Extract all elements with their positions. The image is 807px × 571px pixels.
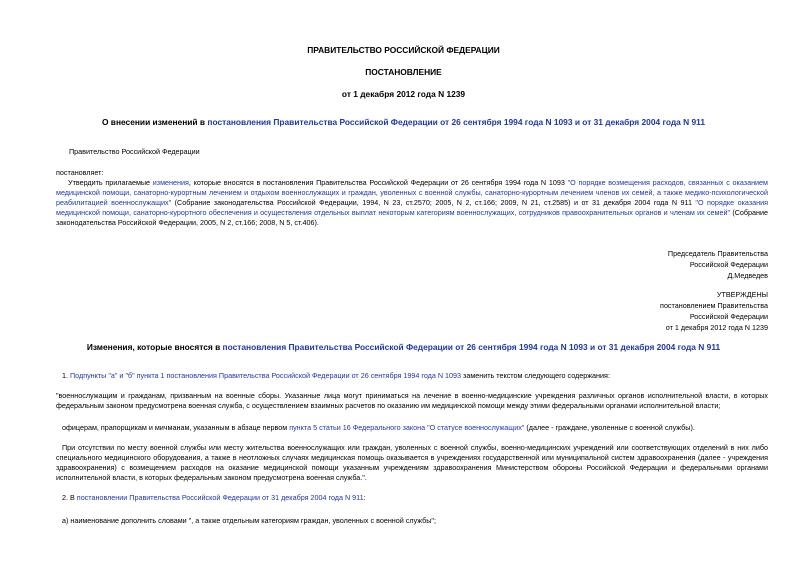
changes-link[interactable]: изменения	[152, 178, 189, 187]
signature-line-1: Председатель Правительства	[667, 249, 768, 258]
item-1-link[interactable]: Подпункты "а" и "б" пункта 1 постановления Правительства Российской Федерации от 26 сентября 1994 года N 1093	[70, 371, 462, 380]
government-heading: ПРАВИТЕЛЬСТВО РОССИЙСКОЙ ФЕДЕРАЦИИ	[307, 45, 500, 55]
decree-word: постановляет:	[56, 168, 104, 177]
document-type: ПОСТАНОВЛЕНИЕ	[365, 67, 442, 77]
title-prefix: О внесении изменений в	[101, 117, 208, 127]
document-title	[0, 117, 807, 127]
item-2-link[interactable]: постановлении Правительства Российской Федерации от 31 декабря 2004 года N 911	[76, 493, 364, 502]
quote-a: "военнослужащим и гражданам, призванным на военные сборы. Указанные лица могут приниматься на лечение в военно-медицинские учреждения различных органов исполнительной власти, в которых федеральным законом предусмотрена военная служба, с осуществлением взаимных расчетов по оказанию им медицинской помощи между этими федеральными органами исполнительной власти;	[56, 391, 768, 410]
changes-title	[0, 342, 807, 352]
paragraph-approve	[56, 178, 768, 228]
item-2a: а) наименование дополнить словами ", а также отдельным категориям граждан, уволенных с военной службы";	[62, 516, 436, 525]
approved-line-2: постановлением Правительства	[660, 301, 768, 310]
changes-title-link[interactable]: постановления Правительства Российской Федерации от 26 сентября 1994 года N 1093 и от 31 декабря 2004 года N 911	[222, 342, 721, 352]
approved-line-4: от 1 декабря 2012 года N 1239	[665, 323, 768, 332]
decree-1093-title-link[interactable]: "О порядке возмещения расходов, связанных с оказанием медицинской помощи, санаторно-курортным лечением и отдыхом военнослужащих и граждан, уволенных с военной службы, санаторно-курортным лечением членов их семей, а также медико-психологической реабилитацией военнослужащих"	[56, 178, 768, 207]
title-link[interactable]: постановления Правительства Российской Федерации от 26 сентября 1994 года N 1093 и от 31 декабря 2004 года N 911	[207, 117, 706, 127]
signature-line-3: Д.Медведев	[727, 271, 768, 280]
item-1-number: 1.	[62, 371, 70, 380]
quote-b-text-2: (далее - граждане, уволенные с военной службы).	[524, 423, 695, 432]
quote-b	[62, 423, 695, 433]
p1-text-1: Утвердить прилагаемые	[68, 178, 153, 187]
item-2-rest: :	[363, 493, 366, 502]
changes-title-prefix: Изменения, которые вносятся в	[86, 342, 223, 352]
p1-text-3: (Собрание законодательства Российской Федерации, 1994, N 23, ст.2570; 2005, N 2, ст.166; 2009, N 21, ст.2585) и от 31 декабря 2004 года N 911	[171, 198, 696, 207]
quote-b-text-1: офицерам, прапорщикам и мичманам, указанным в абзаце первом	[62, 423, 290, 432]
p1-text-4: (Собрание законодательства Российской Федерации, 2005, N 2, ст.166; 2008, N 5, ст.406).	[56, 208, 768, 227]
document-date: от 1 декабря 2012 года N 1239	[341, 89, 466, 99]
item-2-number: 2. В	[62, 493, 77, 502]
intro-text: Правительство Российской Федерации	[69, 147, 200, 156]
item-1-rest: заменить текстом следующего содержания:	[461, 371, 610, 380]
quote-c: При отсутствии по месту военной службы или месту жительства военнослужащих или граждан, уволенных с военной службы, военно-медицинских учреждений или соответствующих отделений в них либо специального медицинского оборудования, а также в неотложных случаях медицинская помощь оказывается в учреждениях государственной или муниципальной систем здравоохранения (далее - учреждения здравоохранения) с возмещением расходов на оказание медицинской помощи указанным учреждениям здравоохранения Министерством обороны Российской Федерации и федеральными органами исполнительной власти, в которых федеральным законом предусмотрена военная служба.".	[56, 443, 768, 482]
signature-line-2: Российской Федерации	[689, 260, 768, 269]
approved-line-1: УТВЕРЖДЕНЫ	[716, 290, 768, 299]
p1-text-2: , которые вносятся в постановления Правительства Российской Федерации от 26 сентября 1994 года N 1093	[188, 178, 568, 187]
status-law-link[interactable]: пункта 5 статьи 16 Федерального закона "О статусе военнослужащих"	[289, 423, 525, 432]
approved-line-3: Российской Федерации	[689, 312, 768, 321]
item-1	[62, 371, 610, 381]
item-2	[62, 493, 366, 503]
decree-911-title-link[interactable]: "О порядке оказания медицинской помощи, санаторно-курортного обеспечения и осуществления отдельных выплат некоторым категориям военнослужащих, сотрудников правоохранительных органов и членам их семей"	[56, 198, 769, 217]
